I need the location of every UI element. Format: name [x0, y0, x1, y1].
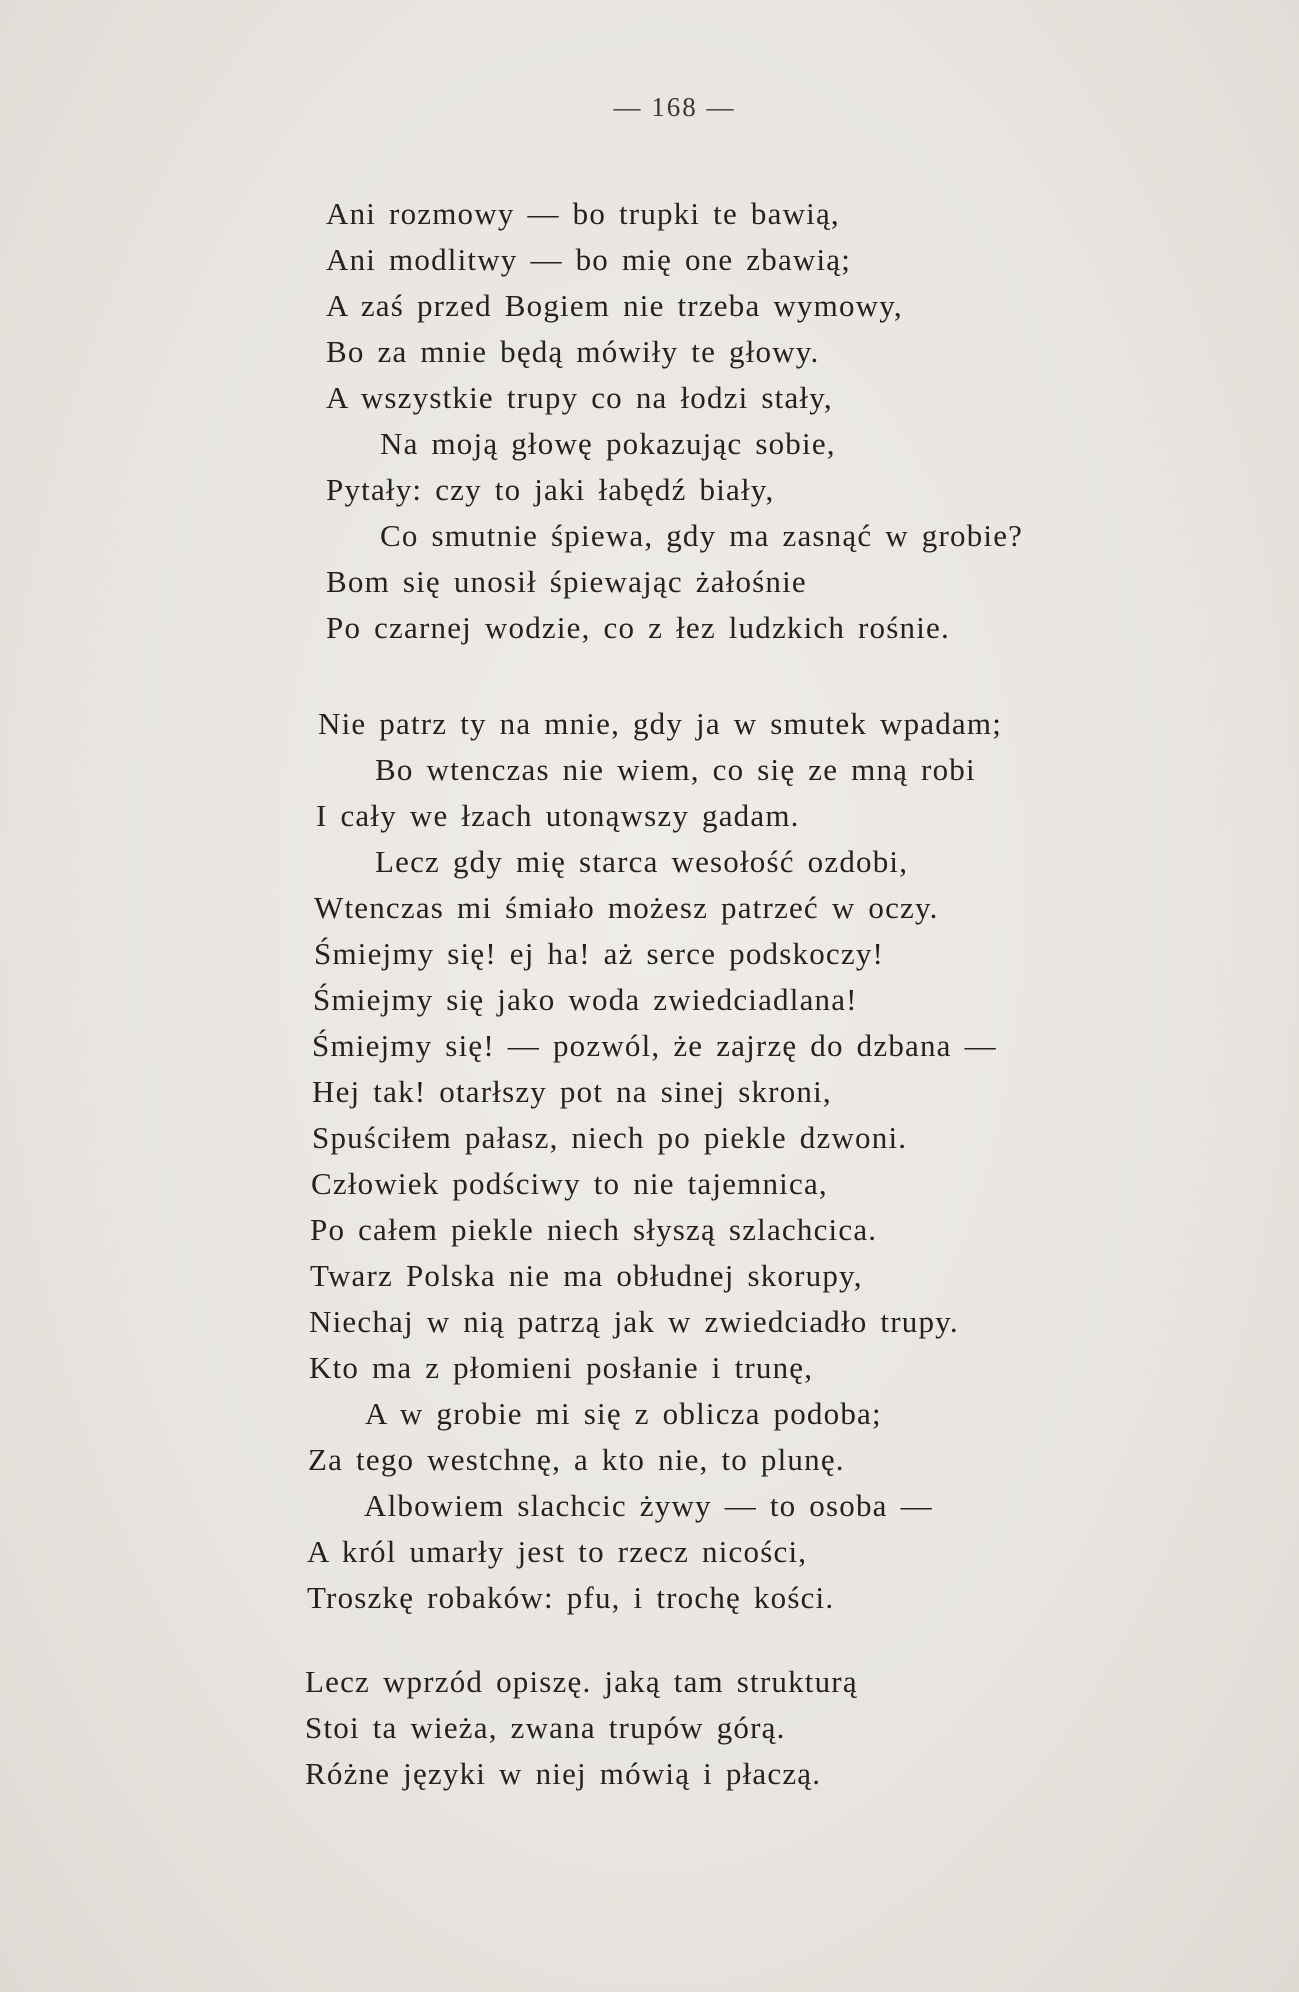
verse-line: Ani rozmowy — bo trupki te bawią,: [326, 196, 840, 231]
verse-line: Za tego westchnę, a kto nie, to plunę.: [308, 1442, 845, 1477]
verse-line: Bom się unosił śpiewając żałośnie: [326, 564, 807, 599]
verse-line: Wtenczas mi śmiało możesz patrzeć w oczy.: [314, 890, 939, 925]
verse-line: Na moją głowę pokazując sobie,: [380, 426, 836, 461]
verse-line: A król umarły jest to rzecz nicości,: [307, 1534, 808, 1569]
verse-line: Bo wtenczas nie wiem, co się ze mną robi: [375, 752, 976, 787]
verse-line: Bo za mnie będą mówiły te głowy.: [326, 334, 820, 369]
verse-line: Co smutnie śpiewa, gdy ma zasnąć w grobie?: [380, 518, 1024, 553]
page-number: — 168 —: [613, 92, 736, 122]
verse-line: Śmiejmy się jako woda zwiedciadlana!: [313, 982, 858, 1017]
verse-line: Śmiejmy się! — pozwól, że zajrzę do dzbana —: [312, 1028, 997, 1063]
verse-line: A w grobie mi się z oblicza podoba;: [365, 1396, 882, 1431]
verse-line: Troszkę robaków: pfu, i trochę kości.: [307, 1580, 835, 1615]
verse-line: Niechaj w nią patrzą jak w zwiedciadło trupy.: [309, 1304, 959, 1339]
verse-line: Stoi ta wieża, zwana trupów górą.: [305, 1710, 786, 1745]
verse-line: Pytały: czy to jaki łabędź biały,: [326, 472, 775, 507]
verse-line: Spuściłem pałasz, niech po piekle dzwoni.: [312, 1120, 908, 1155]
verse-line: Lecz wprzód opiszę. jaką tam strukturą: [305, 1664, 858, 1699]
verse-line: Lecz gdy mię starca wesołość ozdobi,: [375, 844, 909, 879]
verse-line: A wszystkie trupy co na łodzi stały,: [326, 380, 833, 415]
verse-line: Twarz Polska nie ma obłudnej skorupy,: [310, 1258, 863, 1293]
verse-line: Śmiejmy się! ej ha! aż serce podskoczy!: [314, 936, 885, 971]
verse-line: Albowiem slachcic żywy — to osoba —: [364, 1488, 933, 1523]
verse-line: Hej tak! otarłszy pot na sinej skroni,: [312, 1074, 832, 1109]
verse-line: Człowiek podściwy to nie tajemnica,: [311, 1166, 828, 1201]
verse-line: Różne języki w niej mówią i płaczą.: [305, 1756, 822, 1791]
verse-line: Nie patrz ty na mnie, gdy ja w smutek wpadam;: [318, 706, 1003, 741]
verse-line: Po czarnej wodzie, co z łez ludzkich rośnie.: [326, 610, 950, 645]
verse-line: Kto ma z płomieni posłanie i trunę,: [309, 1350, 814, 1385]
verse-line: Ani modlitwy — bo mię one zbawią;: [326, 242, 852, 277]
verse-line: A zaś przed Bogiem nie trzeba wymowy,: [326, 288, 903, 323]
verse-line: Po całem piekle niech słyszą szlachcica.: [310, 1212, 878, 1247]
verse-line: I cały we łzach utonąwszy gadam.: [316, 798, 800, 833]
